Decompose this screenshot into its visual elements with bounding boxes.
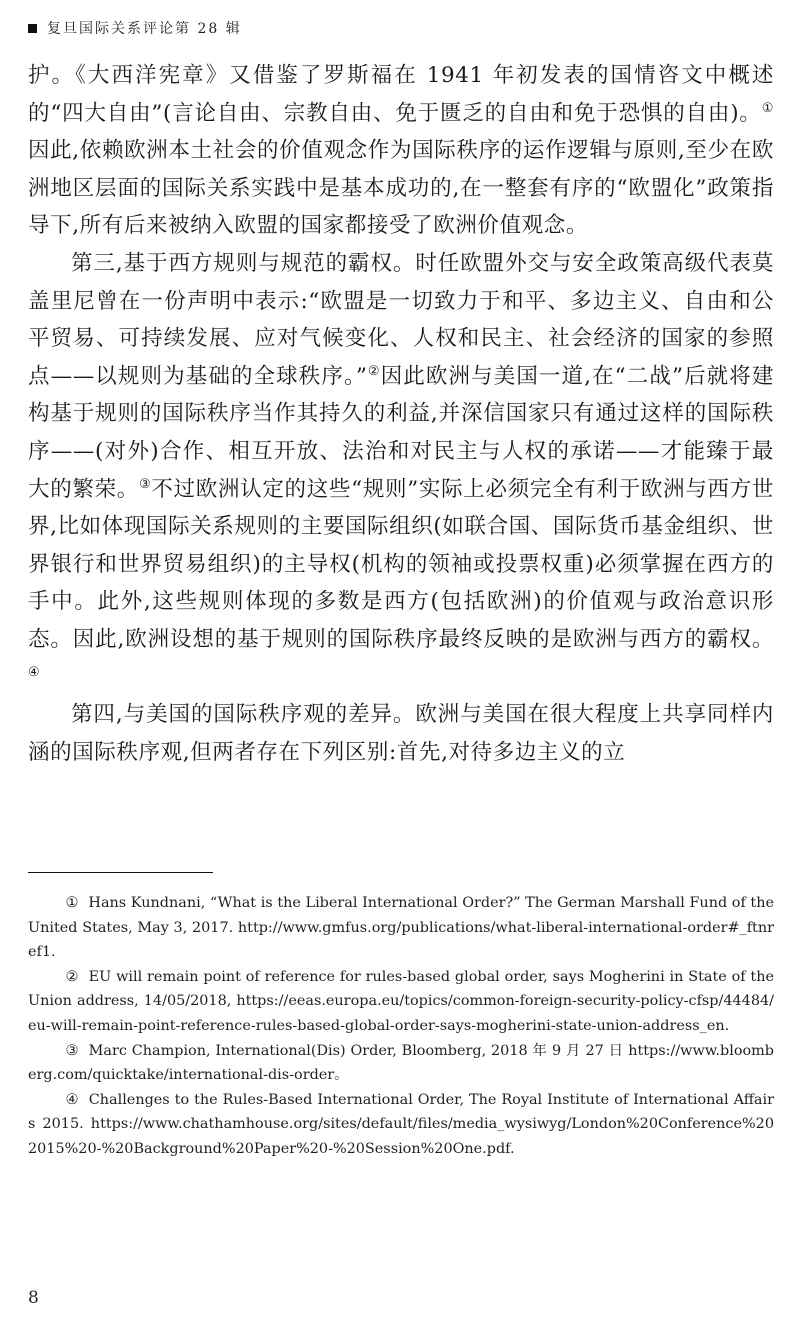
- footnote-text: Challenges to the Rules-Based International Order, The Royal Institute of International Affairs 2015. https://www.chathamhouse.org/sites/default/files/media_wysiwyg/London%20Conference%202015%20-%20Background%20Paper%20-%20Session%20One.pdf.: [28, 1091, 774, 1157]
- footnote-reference[interactable]: ③: [139, 476, 152, 492]
- body-text-segment: 第四,与美国的国际秩序观的差异。欧洲与美国在很大程度上共享同样内涵的国际秩序观,但两者存在下列区别:首先,对待多边主义的立: [28, 702, 774, 765]
- body-text-segment: 因此,依赖欧洲本土社会的价值观念作为国际秩序的运作逻辑与原则,至少在欧洲地区层面的国际关系实践中是基本成功的,在一整套有序的“欧盟化”政策指导下,所有后来被纳入欧盟的国家都接受了欧洲价值观念。: [28, 138, 774, 239]
- body-text-segment: 第三,基于西方规则与规范的霸权。时任欧盟外交与安全政策高级代表莫盖里尼曾在一份声明中表示:“欧盟是一切致力于和平、多边主义、自由和公平贸易、可持续发展、应对气候变化、人权和民主、社会经济的国家的参照点——以规则为基础的全球秩序。”: [28, 250, 774, 389]
- body-text-segment: 不过欧洲认定的这些“规则”实际上必须完全有利于欧洲与西方世界,比如体现国际关系规则的主要国际组织(如联合国、国际货币基金组织、世界银行和世界贸易组织)的主导权(机构的领袖或投票权重)必须掌握在西方的手中。此外,这些规则体现的多数是西方(包括欧洲)的价值观与政治意识形态。因此,欧洲设想的基于规则的国际秩序最终反映的是欧洲与西方的霸权。: [28, 476, 774, 652]
- footnote-text: Hans Kundnani, “What is the Liberal International Order?” The German Marshall Fund of the United States, May 3, 2017. http://www.gmfus.org/publications/what-liberal-international-order#_ftnref1.: [28, 895, 774, 961]
- body-paragraph: [28, 696, 774, 771]
- footnote-mark: ③: [65, 1042, 79, 1059]
- footnote-mark: ①: [65, 895, 79, 911]
- footnote: [28, 891, 774, 965]
- footnote-text: Marc Champion, International(Dis) Order, Bloomberg, 2018 年 9 月 27 日 https://www.bloomberg.com/quicktake/international-dis-order。: [28, 1042, 774, 1084]
- footnote-divider: [28, 872, 213, 873]
- page-number: 8: [28, 1288, 39, 1308]
- body-text-segment: 因此欧洲与美国一道,在“二战”后就将建构基于规则的国际秩序当作其持久的利益,并深信国家只有通过这样的国际秩序——(对外)合作、相互开放、法治和对民主与人权的承诺——才能臻于最大的繁荣。: [28, 363, 774, 502]
- black-square-icon: [28, 24, 37, 33]
- footnote-reference[interactable]: ②: [367, 363, 381, 379]
- body-paragraph: [28, 245, 774, 696]
- footnote-mark: ④: [65, 1091, 79, 1108]
- journal-title: 复旦国际关系评论第 28 辑: [47, 21, 242, 37]
- footnote-reference[interactable]: ④: [28, 664, 41, 680]
- body-text-segment: 护。《大西洋宪章》又借鉴了罗斯福在 1941 年初发表的国情咨文中概述的“四大自由”(言论自由、宗教自由、免于匮乏的自由和免于恐惧的自由)。: [28, 63, 774, 126]
- footnote-text: EU will remain point of reference for rules-based global order, says Mogherini in State of the Union address, 14/05/2018, https://eeas.europa.eu/topics/common-foreign-security-policy-cfsp/44484/eu-will-remain-point-reference-rules-based-global-order-says-mogherini-state-union-address_en.: [28, 968, 774, 1034]
- footnote: [28, 1039, 774, 1088]
- body-text: [28, 57, 774, 771]
- footnotes: [28, 891, 774, 1162]
- footnote-reference[interactable]: ①: [761, 100, 774, 116]
- footnote: [28, 965, 774, 1039]
- running-head: [28, 18, 242, 38]
- body-paragraph: [28, 57, 774, 245]
- footnote: [28, 1088, 774, 1162]
- footnote-mark: ②: [65, 968, 79, 985]
